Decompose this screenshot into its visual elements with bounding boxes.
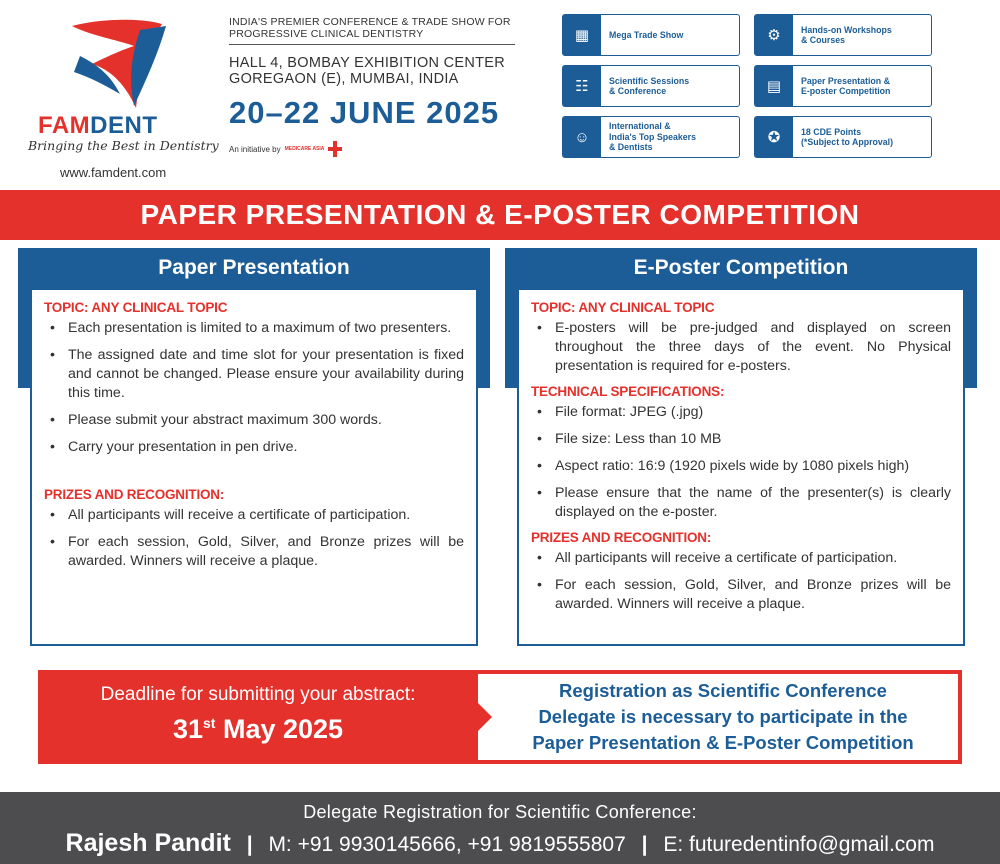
list-item: • All participants will receive a certificate of participation. bbox=[44, 506, 464, 525]
medicare-asia-logo: MEDICARE ASIA bbox=[284, 146, 325, 152]
section-heading: TECHNICAL SPECIFICATIONS: bbox=[531, 384, 725, 399]
contact-line: Rajesh Pandit | M: +91 9930145666, +91 9819555807 | E: futuredentinfo@gmail.com bbox=[65, 829, 935, 857]
deadline-box bbox=[38, 670, 962, 764]
competition-banner bbox=[0, 190, 1000, 240]
list-item: • All participants will receive a certificate of participation. bbox=[531, 549, 951, 568]
event-venue: HALL 4, BOMBAY EXHIBITION CENTER GOREGAON (E), MUMBAI, INDIA bbox=[229, 55, 506, 87]
famdent-logo-mark-icon bbox=[62, 16, 172, 112]
list-item: • Please submit your abstract maximum 300 words. bbox=[44, 411, 464, 430]
list-item: • For each session, Gold, Silver, and Bronze prizes will be awarded. Winners will receive a plaque. bbox=[531, 576, 951, 614]
list-item: • E-posters will be pre-judged and displayed on screen throughout the three days of the event. No Physical presentation is required for e-posters. bbox=[531, 319, 951, 376]
contact-name: Rajesh Pandit bbox=[65, 829, 231, 857]
section-heading: PRIZES AND RECOGNITION: bbox=[531, 530, 712, 545]
event-info bbox=[229, 16, 519, 157]
contact-email[interactable]: E: futuredentinfo@gmail.com bbox=[663, 833, 935, 856]
footer-title: Delegate Registration for Scientific Conference: bbox=[303, 802, 697, 822]
chat-icon: ☷ bbox=[563, 66, 601, 106]
eposter-title: E-Poster Competition bbox=[633, 256, 849, 279]
feature-trade-show: ▦ Mega Trade Show bbox=[562, 14, 740, 56]
section-heading: TOPIC: ANY CLINICAL TOPIC bbox=[44, 300, 228, 315]
event-subtitle: INDIA'S PREMIER CONFERENCE & TRADE SHOW FOR PROGRESSIVE CLINICAL DENTISTRY bbox=[229, 16, 515, 45]
section-heading: TOPIC: ANY CLINICAL TOPIC bbox=[531, 300, 715, 315]
medal-icon: ✪ bbox=[755, 117, 793, 157]
feature-cde-points: ✪ 18 CDE Points (*Subject to Approval) bbox=[754, 116, 932, 158]
logo-wordmark: FAMDENT bbox=[38, 112, 158, 139]
contact-footer bbox=[0, 792, 1000, 864]
contact-phone[interactable]: M: +91 9930145666, +91 9819555807 bbox=[268, 833, 626, 856]
tech-spec-list bbox=[531, 403, 951, 522]
prizes-list bbox=[531, 549, 951, 614]
prizes-list bbox=[44, 506, 464, 571]
logo-tagline: Bringing the Best in Dentistry bbox=[28, 138, 219, 153]
trade-show-icon: ▦ bbox=[563, 15, 601, 55]
eposter-card bbox=[517, 288, 965, 646]
feature-paper-presentation: ▤ Paper Presentation & E-poster Competition bbox=[754, 65, 932, 107]
speaker-icon: ☺ bbox=[563, 117, 601, 157]
list-item: • Aspect ratio: 16:9 (1920 pixels wide by 1080 pixels high) bbox=[531, 457, 951, 476]
list-item: • Please ensure that the name of the presenter(s) is clearly displayed on the e-poster. bbox=[531, 484, 951, 522]
website-link[interactable]: www.famdent.com bbox=[60, 165, 167, 180]
feature-grid bbox=[562, 14, 986, 160]
list-item: • Carry your presentation in pen drive. bbox=[44, 438, 464, 457]
topic-list bbox=[531, 319, 951, 376]
feature-workshops: ⚙ Hands-on Workshops & Courses bbox=[754, 14, 932, 56]
feature-speakers: ☺ International & India's Top Speakers & Dentists bbox=[562, 116, 740, 158]
deadline-info bbox=[38, 670, 478, 764]
list-item: • The assigned date and time slot for your presentation is fixed and cannot be changed. Please ensure your availability during this time. bbox=[44, 346, 464, 403]
initiative-line: An initiative by MEDICARE ASIA bbox=[229, 141, 519, 157]
arrow-right-icon bbox=[478, 703, 492, 731]
list-item: • For each session, Gold, Silver, and Bronze prizes will be awarded. Winners will receive a plaque. bbox=[44, 533, 464, 571]
deadline-label: Deadline for submitting your abstract: bbox=[100, 684, 416, 705]
list-item: • Each presentation is limited to a maximum of two presenters. bbox=[44, 319, 464, 338]
paper-presentation-title: Paper Presentation bbox=[158, 256, 350, 279]
deadline-date: 31st May 2025 bbox=[172, 714, 344, 744]
topic-list bbox=[44, 319, 464, 457]
event-dates: 20–22 JUNE 2025 bbox=[229, 95, 500, 130]
feature-scientific-sessions: ☷ Scientific Sessions & Conference bbox=[562, 65, 740, 107]
medical-cross-icon bbox=[328, 141, 342, 157]
registration-note: Registration as Scientific Conference Delegate is necessary to participate in the Paper Presentation & E-Poster Competition bbox=[478, 674, 958, 760]
presentation-icon: ▤ bbox=[755, 66, 793, 106]
list-item: • File size: Less than 10 MB bbox=[531, 430, 951, 449]
workshop-icon: ⚙ bbox=[755, 15, 793, 55]
paper-presentation-card bbox=[30, 288, 478, 646]
paper-presentation-panel bbox=[18, 248, 490, 646]
famdent-logo bbox=[22, 12, 219, 182]
eposter-panel bbox=[505, 248, 977, 646]
section-heading: PRIZES AND RECOGNITION: bbox=[44, 487, 225, 502]
banner-title: PAPER PRESENTATION & E-POSTER COMPETITION bbox=[140, 199, 860, 230]
list-item: • File format: JPEG (.jpg) bbox=[531, 403, 951, 422]
